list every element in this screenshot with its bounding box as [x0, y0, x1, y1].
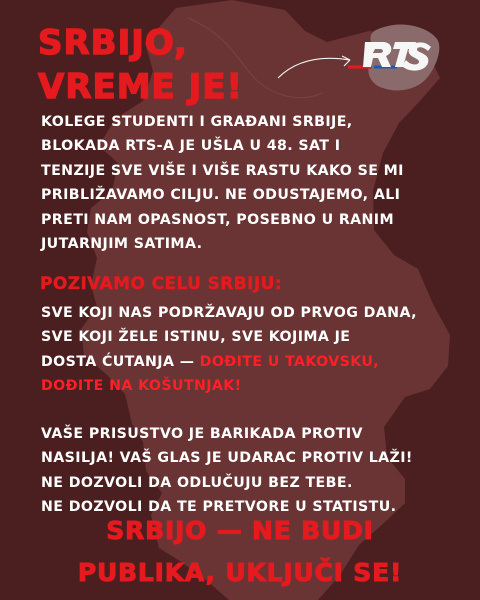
intro-paragraph	[41, 110, 442, 256]
intro-line: KOLEGE STUDENTI I GRAĐANI SRBIJE,	[41, 114, 353, 130]
support-line: DOSTA ĆUTANJA —	[41, 353, 195, 370]
intro-line: PRIBLIŽAVAMO CILJU. NE ODUSTAJEMO, ALI	[41, 187, 401, 204]
closing-line: NE DOZVOLI DA ODLUČUJU BEZ TEBE.	[41, 474, 353, 491]
intro-line: TENZIJE SVE VIŠE I VIŠE RASTU KAKO SE MI	[41, 162, 404, 179]
closing-line: NASILJA! VAŠ GLAS JE UDARAC PROTIV LAŽI!	[41, 450, 413, 467]
intro-line: JUTARNJIM SATIMA.	[41, 236, 203, 253]
closing-paragraph	[41, 422, 442, 520]
rts-logo-label: RTS	[348, 7, 378, 26]
bottom-slogan-line-1: SRBIJO — NE BUDI	[106, 516, 374, 545]
support-paragraph	[41, 301, 442, 399]
rts-logo-icon	[348, 7, 440, 94]
call-subheading: POZIVAMO CELU SRBIJU:	[40, 274, 282, 294]
headline-line-2: VREME JE!	[38, 67, 243, 107]
closing-line: VAŠE PRISUSTVO JE BARIKADA PROTIV	[41, 426, 363, 442]
intro-line: PRETI NAM OPASNOST, POSEBNO U RANIM	[41, 211, 395, 228]
intro-line: BLOKADA RTS-A JE UŠLA U 48. SAT I	[41, 138, 341, 155]
headline-line-1: SRBIJO,	[38, 23, 188, 63]
bottom-slogan-line-2: PUBLIKA, UKLJUČI SE!	[77, 558, 403, 587]
curved-arrow-icon	[276, 50, 356, 82]
closing-line: NE DOZVOLI DA TE PRETVORE U STATISTU.	[41, 499, 397, 516]
kosutnjak-call: DOĐITE NA KOŠUTNJAK!	[41, 378, 242, 395]
support-line: SVE KOJI NAS PODRŽAVAJU OD PRVOG DANA,	[41, 305, 417, 321]
support-line-with-call	[41, 350, 442, 374]
support-line: SVE KOJI ŽELE ISTINU, SVE KOJIMA JE	[41, 329, 351, 346]
takovska-call: DOĐITE U TAKOVSKU,	[199, 353, 380, 370]
